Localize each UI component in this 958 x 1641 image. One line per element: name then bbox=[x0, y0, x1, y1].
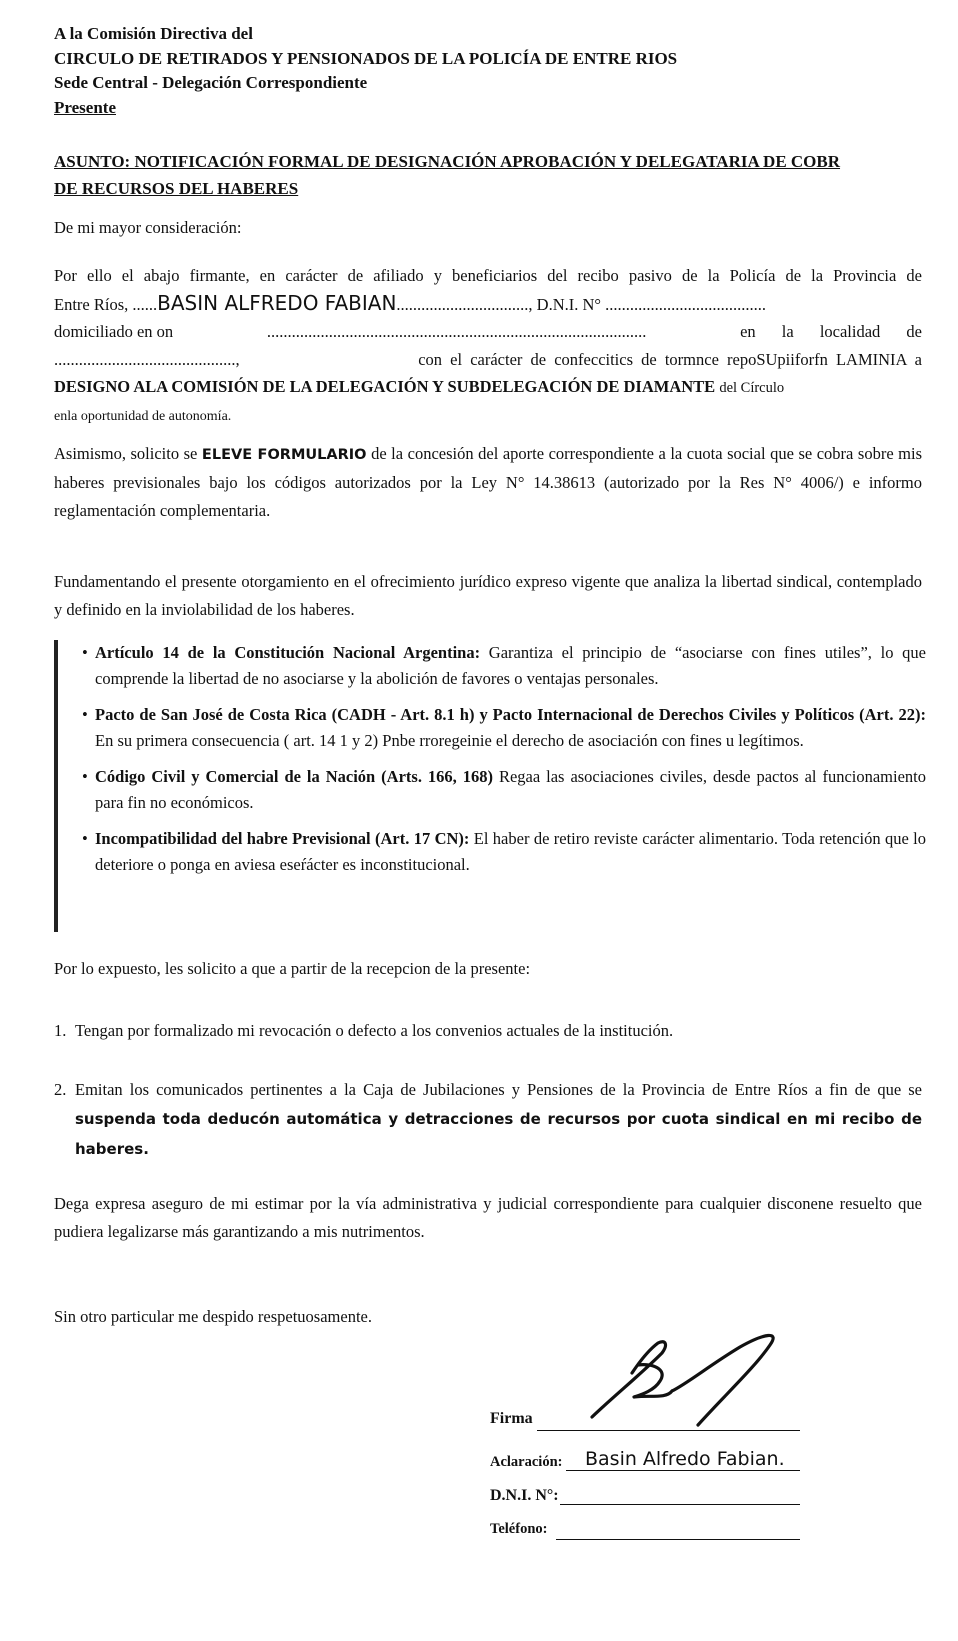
header-organization: CIRCULO DE RETIRADOS Y PENSIONADOS DE LA POLICÍA DE ENTRE RIOS bbox=[54, 48, 678, 68]
subject-line-2: DE RECURSOS DEL HABERES bbox=[54, 179, 299, 198]
p1-line-6: enla oportunidad de autonomía. bbox=[54, 408, 232, 424]
firma-label: Firma bbox=[490, 1410, 533, 1427]
legal-basis-item bbox=[82, 640, 926, 692]
member-name: BASIN ALFREDO FABIAN bbox=[157, 290, 397, 315]
p2-body: de la concesión del aporte correspondiente a la cuota social que se cobra sobre mis haberes previsionales bajo los códigos autorizados por la Ley N° 14.38613 (autorizado por la Res N° 4006/) e informo reglamentación complementaria. bbox=[54, 444, 923, 520]
p1-circulo: del Círculo bbox=[719, 380, 785, 396]
paragraph-solicitud: Por lo expuesto, les solicito a que a partir de la recepcion de la presente: bbox=[54, 959, 531, 978]
p1-domicile-label: domiciliado en on bbox=[54, 322, 174, 341]
request-text bbox=[75, 1075, 922, 1164]
p1-locality-label: en la localidad de bbox=[740, 322, 922, 341]
p1-prefix: Entre Ríos, ...... bbox=[54, 294, 158, 314]
request-item bbox=[54, 1016, 922, 1045]
telefono-line bbox=[556, 1539, 800, 1540]
dni-label: D.N.I. N°: bbox=[490, 1487, 559, 1504]
legal-basis-text: Garantiza el principio de “asociarse con fines utiles”, lo que comprende la libertad de no asociarse y la abolición de favores o ventajas personales. bbox=[95, 643, 926, 688]
legal-basis-item bbox=[82, 702, 926, 754]
handwritten-signature bbox=[580, 1325, 810, 1430]
telefono-label: Teléfono: bbox=[490, 1521, 548, 1537]
legal-basis-text: En su primera consecuencia ( art. 14 1 y 2) Pnbe rroregeinie el derecho de asociación con fines u legítimos. bbox=[95, 731, 804, 750]
p1-line-4 bbox=[54, 346, 922, 374]
header-recipient: A la Comisión Directiva del bbox=[54, 24, 253, 43]
firma-line bbox=[537, 1430, 800, 1431]
header-branch: Sede Central - Delegación Correspondiente bbox=[54, 73, 368, 92]
legal-basis-title: Código Civil y Comercial de la Nación (Arts. 166, 168) bbox=[95, 767, 493, 786]
p1-locality-blank: ............................................, bbox=[54, 349, 240, 369]
aclaracion-label: Aclaración: bbox=[490, 1454, 563, 1470]
legal-basis-title: Incompatibilidad del habre Previsional (Art. 17 CN): bbox=[95, 829, 470, 848]
legal-basis-title: Pacto de San José de Costa Rica (CADH - Art. 8.1 h) y Pacto Internacional de Derechos Civiles y Políticos (Art. 22): bbox=[95, 705, 926, 724]
paragraph-designation bbox=[54, 262, 922, 430]
request-text-plain: Emitan los comunicados pertinentes a la Caja de Jubilaciones y Pensiones de la Provincia de Entre Ríos a fin de que se bbox=[75, 1080, 922, 1099]
dni-line bbox=[560, 1504, 800, 1505]
p1-line-2 bbox=[54, 290, 922, 319]
request-number: 2. bbox=[54, 1080, 67, 1099]
p2-highlight: ELEVE FORMULARIO bbox=[201, 447, 367, 463]
closing-line: Sin otro particular me despido respetuosamente. bbox=[54, 1307, 372, 1326]
legal-basis-block bbox=[54, 640, 926, 932]
legal-basis-list bbox=[58, 640, 926, 878]
paragraph-reserva: Dega expresa aseguro de mi estimar por la vía administrativa y judicial correspondiente para cualquier disconene resuelto que pudiera legalizarse más garantizando a mis nutrimentos. bbox=[54, 1194, 922, 1241]
request-text-bold: suspenda toda deducón automática y detracciones de recursos por cuota sindical en mi recibo de haberes. bbox=[75, 1110, 922, 1158]
p1-line-1: Por ello el abajo firmante, en carácter de afiliado y beneficiarios del recibo pasivo de la Policía de la Provincia de bbox=[54, 266, 922, 285]
aclaracion-line bbox=[566, 1470, 800, 1471]
legal-basis-item bbox=[82, 826, 926, 878]
p1-line-3 bbox=[54, 318, 922, 346]
request-text: Tengan por formalizado mi revocación o defecto a los convenios actuales de la institución. bbox=[75, 1021, 674, 1040]
request-number: 1. bbox=[54, 1021, 67, 1040]
p1-domicile-blank: ............................................................................................ bbox=[266, 322, 647, 341]
greeting: De mi mayor consideración: bbox=[54, 218, 242, 237]
subject-line-1: ASUNTO: NOTIFICACIÓN FORMAL DE DESIGNACIÓN APROBACIÓN Y DELEGATARIA DE COBR bbox=[54, 152, 841, 171]
subject-line bbox=[54, 148, 914, 202]
p1-dni: ................................, D.N.I. N° ....................................... bbox=[396, 294, 767, 314]
p1-line-5 bbox=[54, 373, 922, 403]
p1-character: con el carácter de confeccitics de tormnce repoSUpiiforfn LAMINIA a bbox=[418, 349, 922, 369]
header-presente: Presente bbox=[54, 97, 116, 117]
paragraph-fundamento: Fundamentando el presente otorgamiento en el ofrecimiento jurídico expreso vigente que analiza la libertad sindical, contemplado y definido en la inviolabilidad de los haberes. bbox=[54, 572, 922, 619]
p2-intro: Asimismo, solicito se bbox=[54, 444, 198, 463]
letter-header bbox=[54, 22, 677, 120]
aclaracion-value: Basin Alfredo Fabian. bbox=[585, 1448, 785, 1470]
legal-basis-title: Artículo 14 de la Constitución Nacional Argentina: bbox=[95, 643, 481, 662]
p1-designation: DESIGNO ALA COMISIÓN DE LA DELEGACIÓN Y SUBDELEGACIÓN DE DIAMANTE bbox=[54, 377, 716, 396]
request-item bbox=[54, 1075, 922, 1164]
paragraph-formulario bbox=[54, 440, 922, 525]
legal-basis-text: El haber de retiro reviste carácter alimentario. Toda retención que lo deteriore o ponga en aviesa eseŕácter es inconstitucional. bbox=[95, 829, 926, 874]
legal-basis-text: Regaa las asociaciones civiles, desde pactos al funcionamiento para fin no económicos. bbox=[95, 767, 927, 812]
legal-basis-item bbox=[82, 764, 926, 816]
